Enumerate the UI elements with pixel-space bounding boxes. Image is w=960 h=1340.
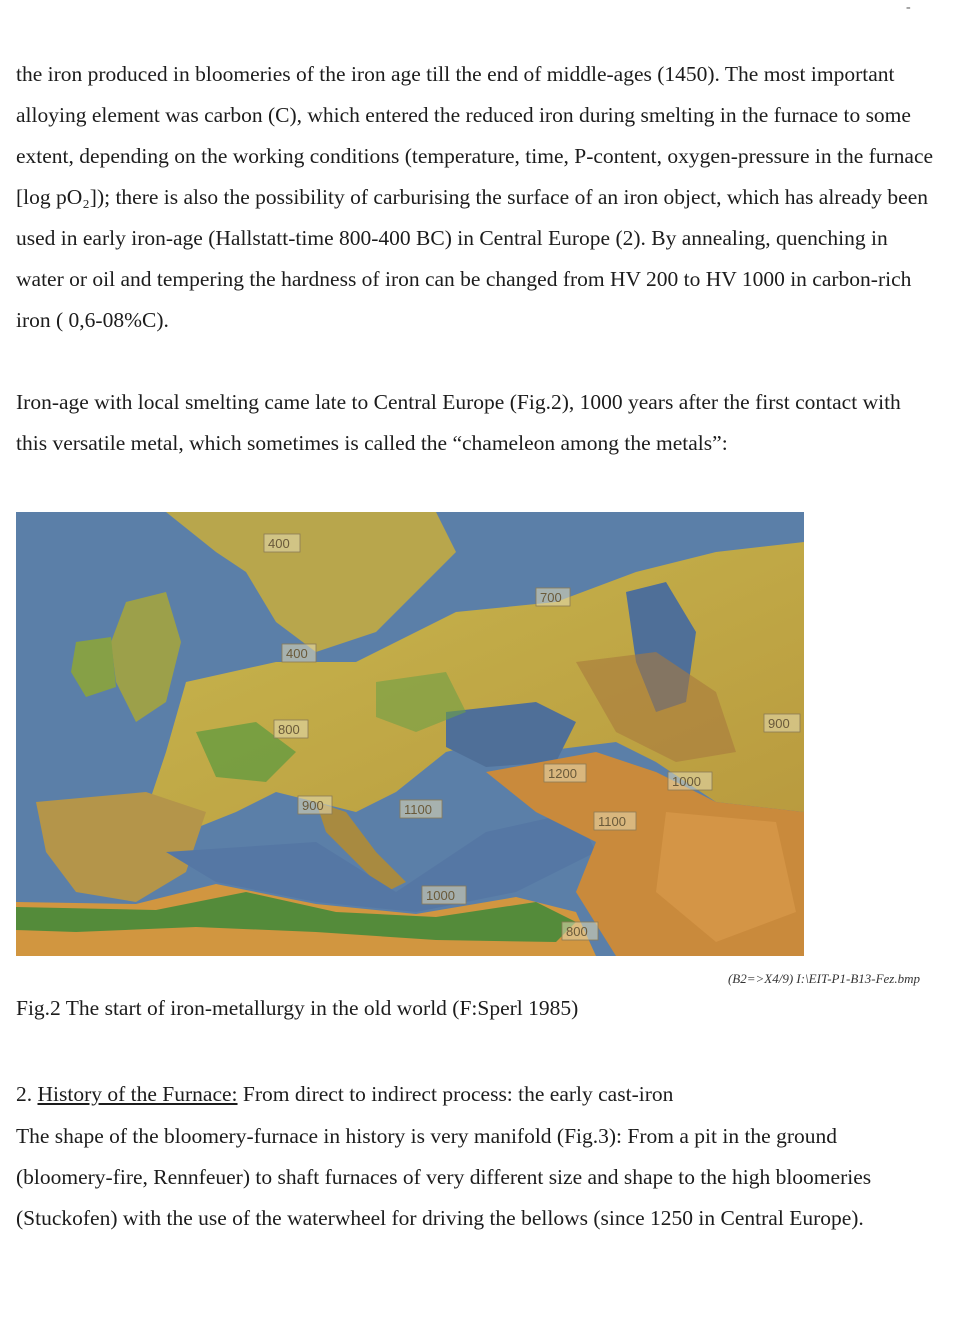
body-paragraph-1: the iron produced in bloomeries of the iron age till the end of middle-ages (1450). The most important alloying element was carbon (C), which entered the reduced iron during smelting in the furnace to some extent, depending on the working conditions (temperature, time, P-content, oxygen-pressure in the furnace [log pO₂]); there is also the possibility of carburising the surface of an iron object, which has already been used in early iron-age (Hallstatt-time 800-400 BC) in Central Europe (2). By annealing, quenching in water or oil and tempering the hardness of iron can be changed from HV 200 to HV 1000 in carbon-rich iron ( 0,6-08%C).: [16, 62, 934, 332]
iron-age-map-figure: [16, 512, 804, 956]
map-label: 400: [286, 646, 308, 661]
map-label: 1100: [598, 814, 626, 829]
map-label: 900: [302, 798, 324, 813]
section-title: History of the Furnace:: [37, 1082, 238, 1106]
map-label: 1000: [672, 774, 701, 789]
section-number: 2.: [16, 1082, 33, 1106]
map-label: 400: [268, 536, 290, 551]
map-label: 800: [278, 722, 300, 737]
page-corner-mark: -: [906, 0, 911, 15]
map-label: 1200: [548, 766, 577, 781]
map-label: 1100: [404, 802, 432, 817]
map-label: 800: [566, 924, 588, 939]
map-label: 900: [768, 716, 790, 731]
map-label: 700: [540, 590, 562, 605]
figure-file-reference: (B2=>X4/9) I:\EIT-P1-B13-Fez.bmp: [727, 971, 920, 986]
body-paragraph-2: Iron-age with local smelting came late to Central Europe (Fig.2), 1000 years after the first contact with this versatile metal, which sometimes is called the “chameleon among the metals”:: [16, 390, 901, 455]
body-paragraph-3: The shape of the bloomery-furnace in history is very manifold (Fig.3): From a pit in the ground (bloomery-fire, Rennfeuer) to shaft furnaces of very different size and shape to the high bloomeries (Stuckofen) with the use of the waterwheel for driving the bellows (since 1250 in Central Europe).: [16, 1124, 872, 1230]
figure-caption: Fig.2 The start of iron-metallurgy in the old world (F:Sperl 1985): [16, 996, 579, 1020]
map-label: 1000: [426, 888, 455, 903]
section-heading: [16, 1078, 673, 1110]
europe-map-image: [16, 512, 804, 956]
section-subtitle: From direct to indirect process: the early cast-iron: [242, 1082, 674, 1106]
